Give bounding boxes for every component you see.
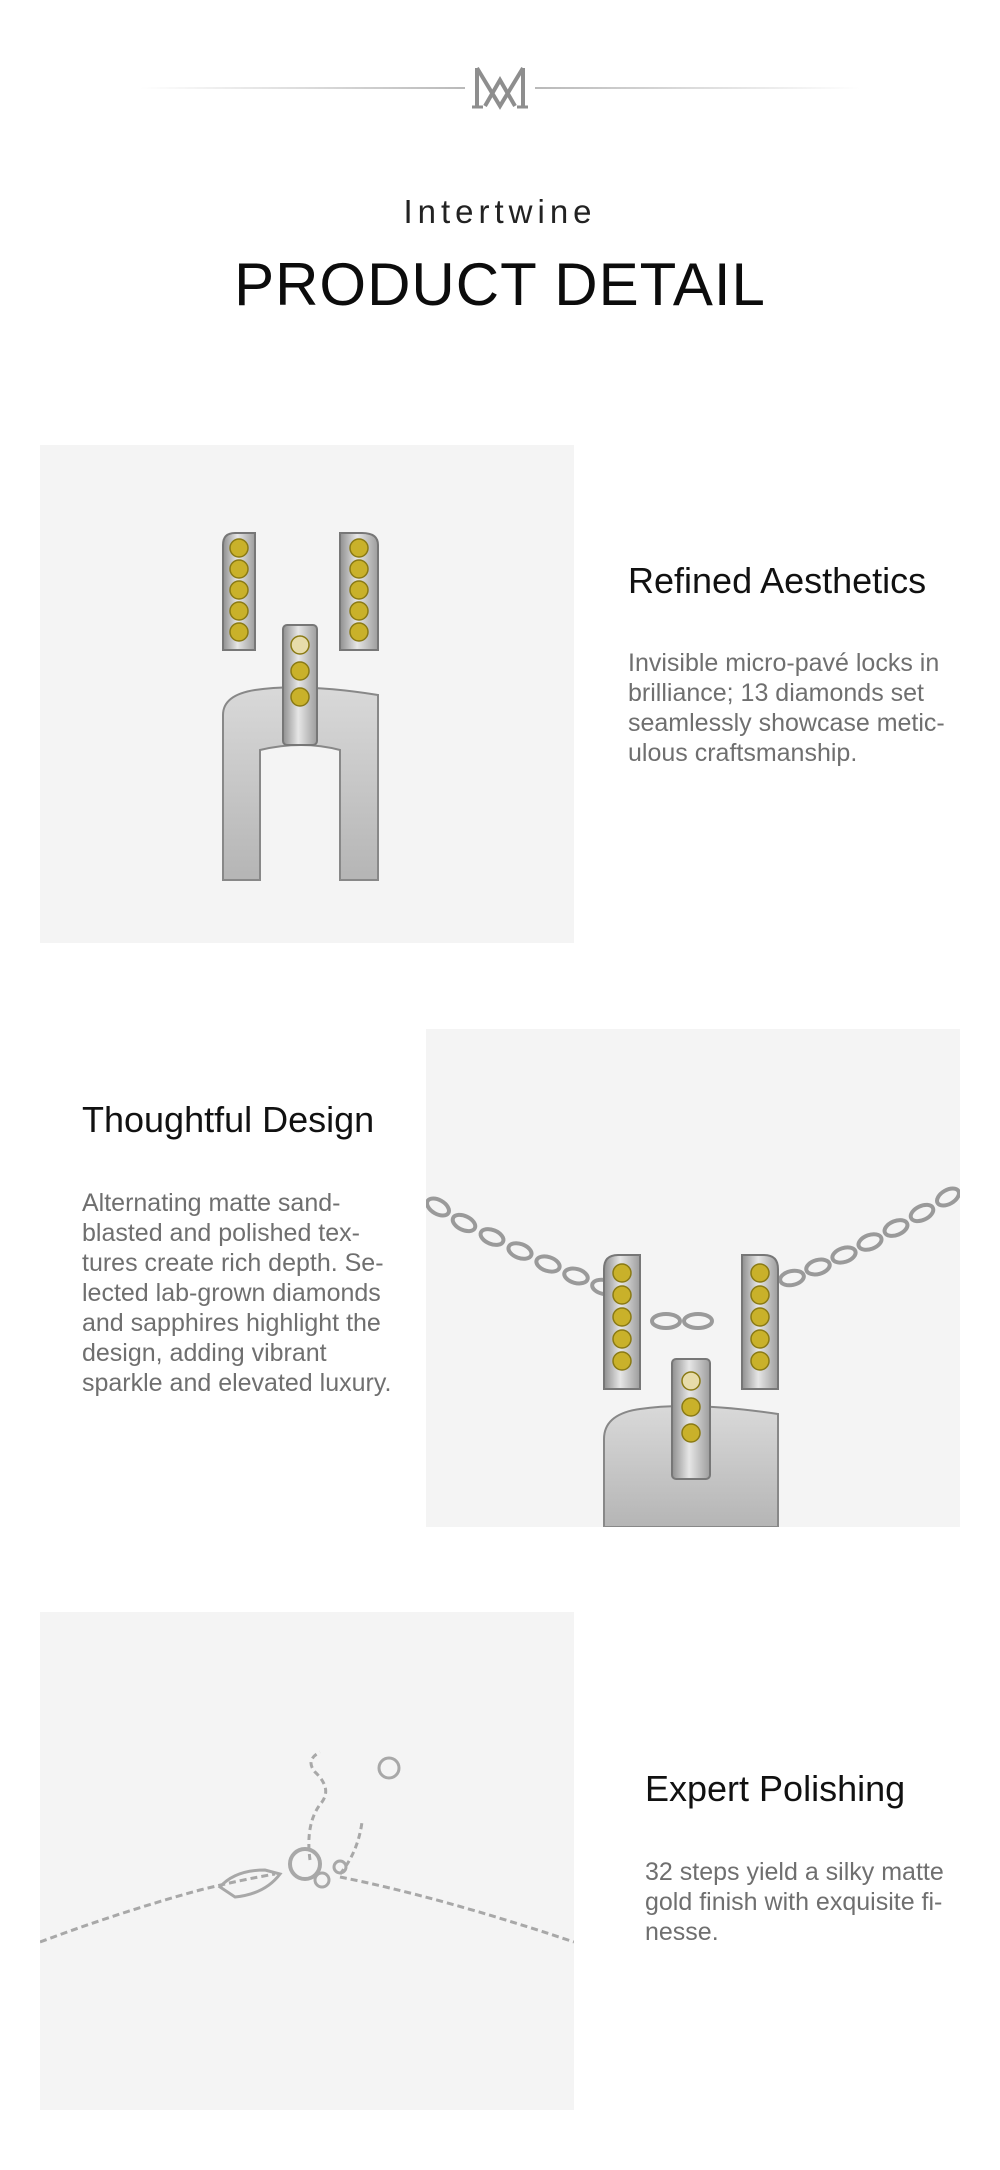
brand-name: Intertwine <box>403 193 597 230</box>
pendant-closeup-image <box>40 445 574 943</box>
page-title: PRODUCT DETAIL <box>234 251 766 318</box>
feature-body-thoughtful-design: Alternating matte sand- blasted and polished tex- tures create rich depth. Se- lected lab-grown diamonds and sapphires highlight the design, adding vibrant sparkle and elevated luxury. <box>82 1189 392 1397</box>
chain-clasp-image <box>40 1612 574 2110</box>
divider-right <box>535 87 860 89</box>
pendant-on-chain-image <box>426 1029 960 1527</box>
feature-body-expert-polishing: 32 steps yield a silky matte gold finish with exquisite fi- nesse. <box>645 1858 944 1946</box>
feature-title-refined-aesthetics: Refined Aesthetics <box>628 560 927 601</box>
feature-title-expert-polishing: Expert Polishing <box>645 1768 906 1809</box>
feature-title-thoughtful-design: Thoughtful Design <box>82 1099 375 1140</box>
feature-body-refined-aesthetics: Invisible micro-pavé locks in brilliance; 13 diamonds set seamlessly showcase metic- ulous craftsmanship. <box>628 649 945 767</box>
divider-left <box>140 87 465 89</box>
monogram-logo-icon <box>471 62 529 110</box>
